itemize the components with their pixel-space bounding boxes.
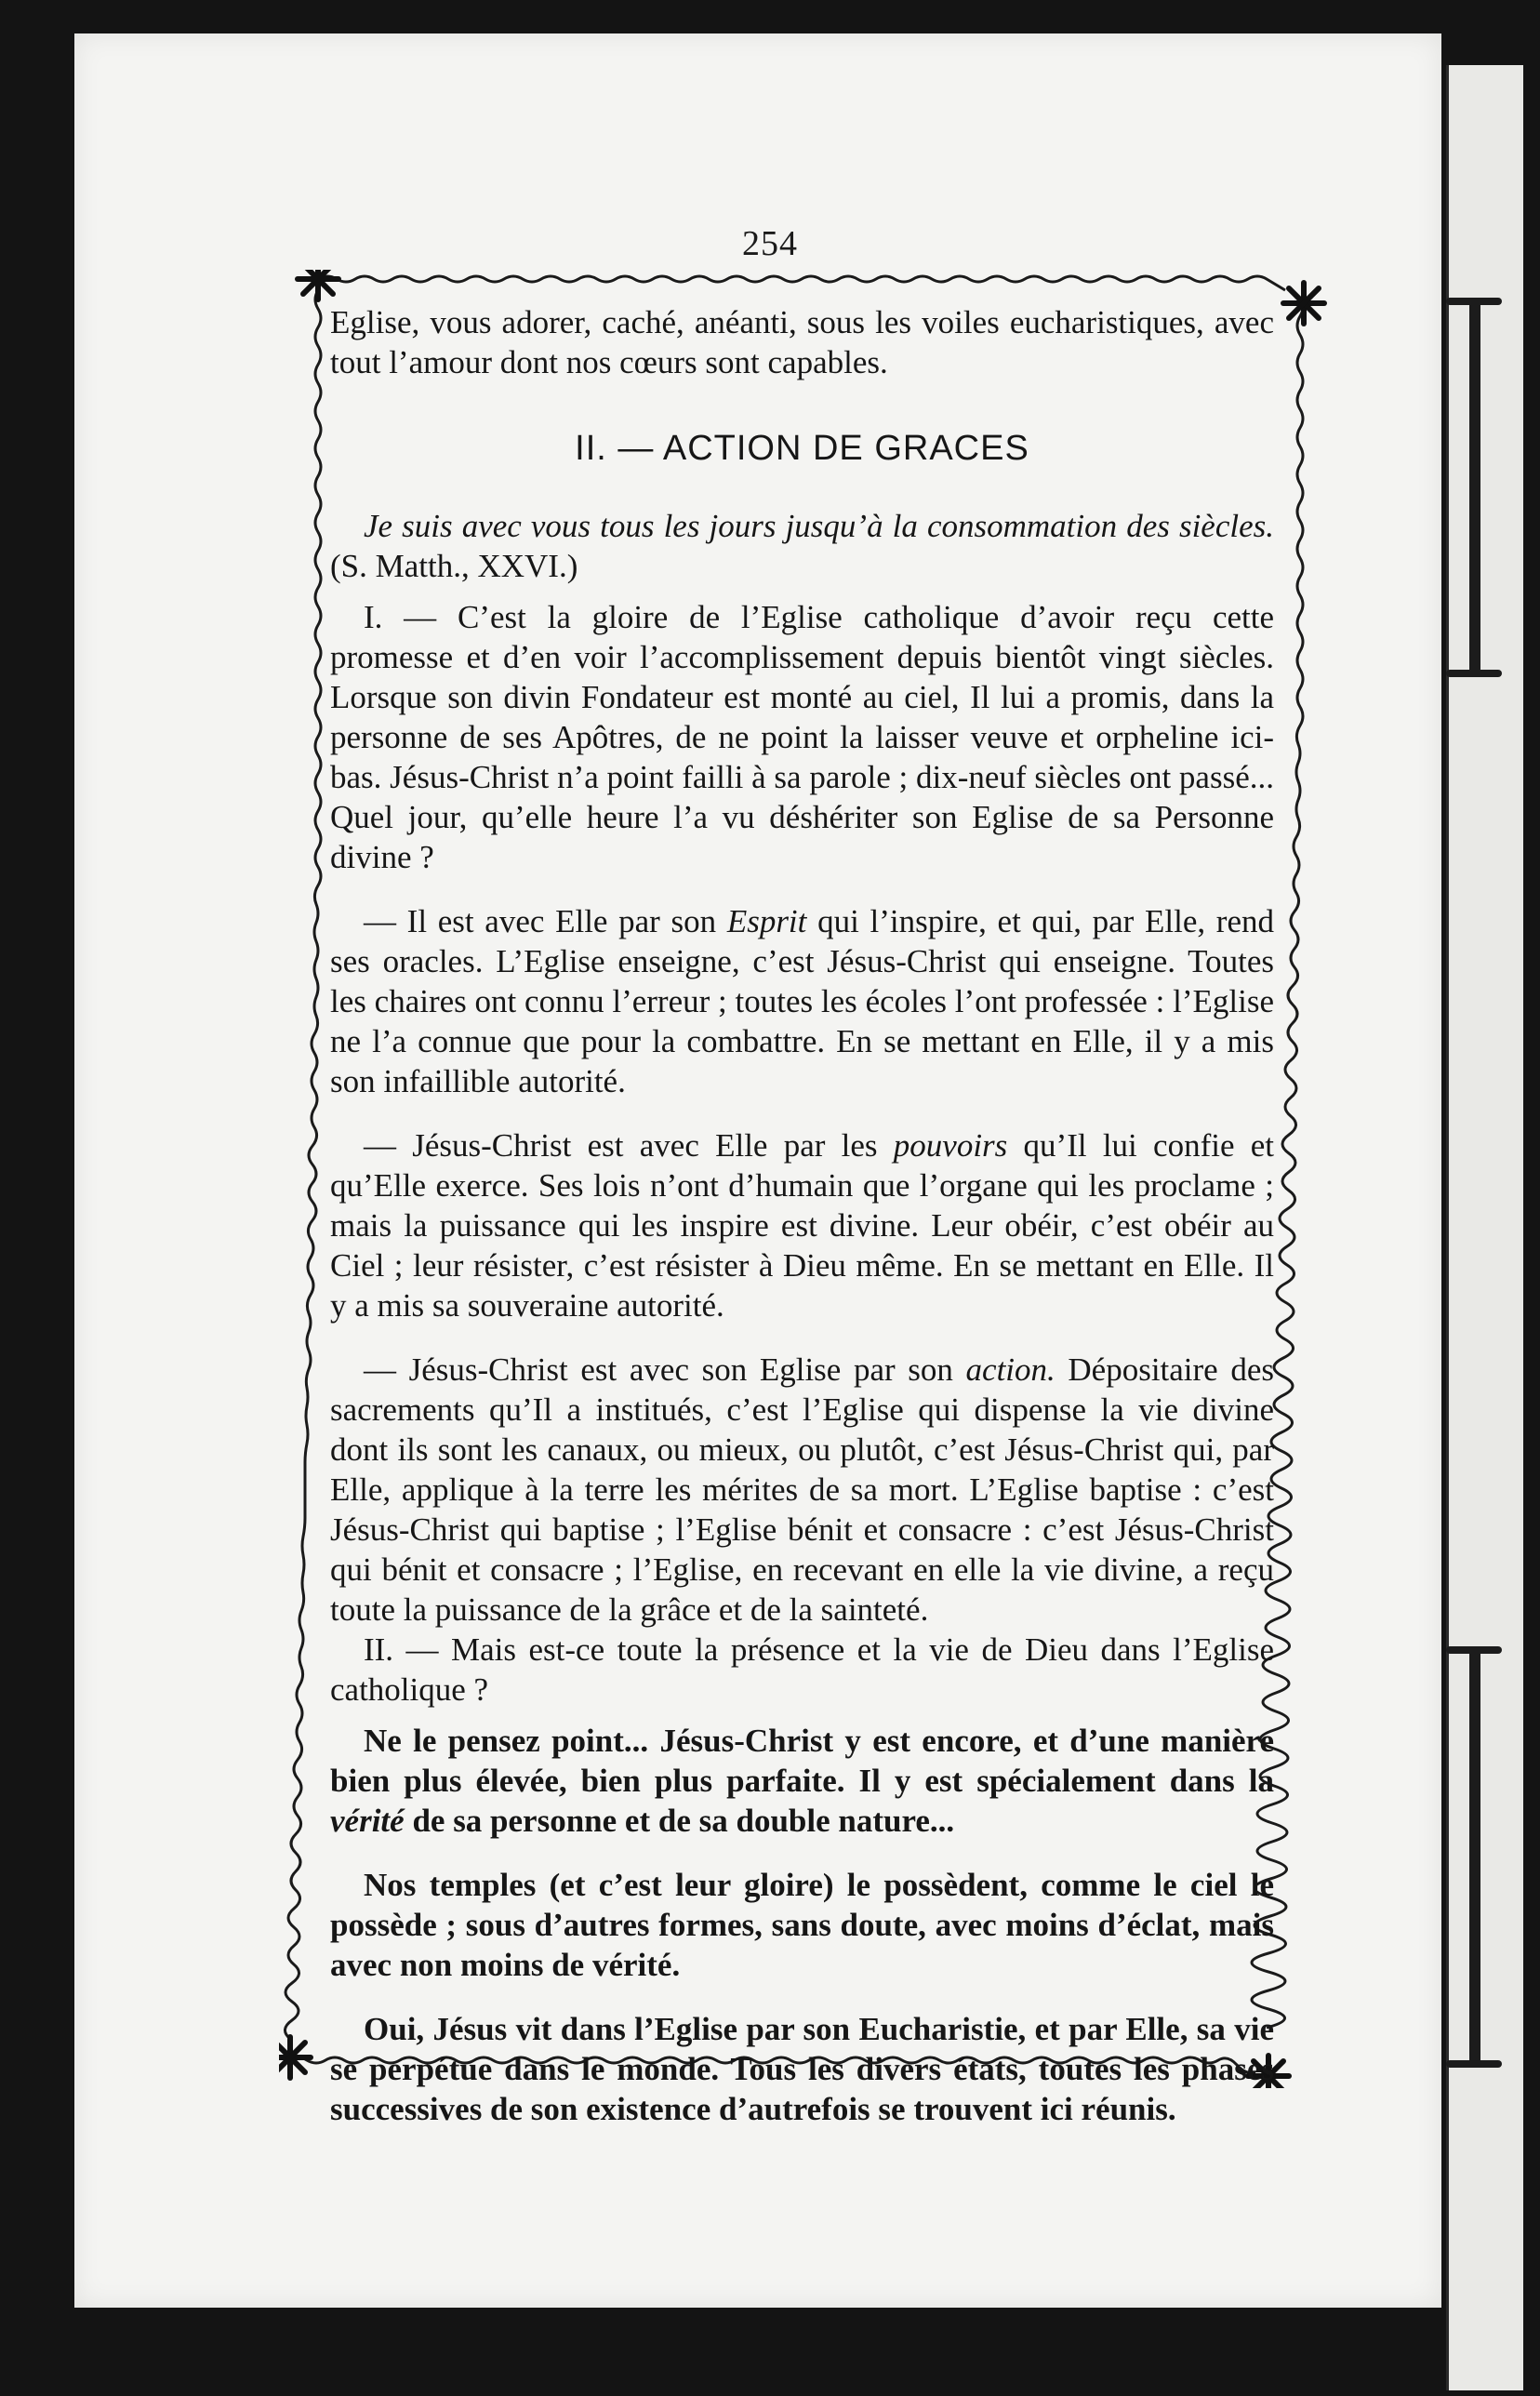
text-run: — Jésus-Christ est avec son Eglise par son bbox=[364, 1351, 966, 1388]
text-run: de sa personne et de sa double nature... bbox=[404, 1803, 955, 1839]
text-run: Dépositaire des sacrements qu’Il a institués, c’est l’Eglise qui dispense la vie divine dont ils sont les canaux, ou mieux, ou plutôt, c’est Jésus-Christ qui, par Elle, applique à la terre les mérites de sa mort. L’Eglise baptise : c’est Jésus-Christ qui baptise ; l’Eglise bénit et consacre : c’est Jésus-Christ qui bénit et consacre ; l’Eglise, en recevant en elle la vie divine, a reçu toute la puissance de la grâce et de la sainteté. bbox=[330, 1351, 1274, 1628]
paragraph-bold: Nos temples (et c’est leur gloire) le possèdent, comme le ciel le possède ; sous d’autres formes, sans doute, avec moins d’éclat, mais avec non moins de vérité. bbox=[330, 1867, 1274, 1983]
left-wavy-border bbox=[285, 290, 321, 2039]
binding-clip bbox=[1446, 670, 1502, 677]
epigraph bbox=[330, 506, 1274, 586]
binding-thread-lower bbox=[1469, 1646, 1480, 2065]
paragraph bbox=[330, 1350, 1274, 1630]
binding-clip bbox=[1446, 2060, 1502, 2068]
emphasis: Esprit bbox=[726, 903, 807, 939]
paragraph: II. — Mais est-ce toute la présence et la vie de Dieu dans l’Eglise catholique ? bbox=[330, 1631, 1274, 1708]
binding-clip bbox=[1446, 1646, 1502, 1654]
top-wavy-border bbox=[318, 276, 1285, 290]
paragraph bbox=[330, 901, 1274, 1101]
paragraph: I. — C’est la gloire de l’Eglise catholique d’avoir reçu cette promesse et d’en voir l’accomplissement depuis bientôt vingt siècles. Lorsque son divin Fondateur est monté au ciel, Il lui a promis, dans la personne de ses Apôtres, de ne point la laisser veuve et orpheline ici-bas. Jésus-Christ n’a point failli à sa parole ; dix-neuf siècles ont passé... Quel jour, qu’elle heure l’a vu déshériter son Eglise de sa Personne divine ? bbox=[330, 599, 1274, 875]
paragraph-continuation: Eglise, vous adorer, caché, anéanti, sous les voiles eucharistiques, avec tout l’amour dont nos cœurs sont capables. bbox=[330, 304, 1274, 380]
page-number: 254 bbox=[742, 224, 798, 263]
paragraph-bold: Oui, Jésus vit dans l’Eglise par son Eucharistie, et par Elle, sa vie se perpétue dans le monde. Tous les divers états, toutes les phases successives de son existence d’autrefois se trouvent ici réunis. bbox=[330, 2011, 1274, 2127]
text-run: qui l’inspire, et qui, par Elle, rend ses oracles. L’Eglise enseigne, c’est Jésus-Christ qui enseigne. Toutes les chaires ont connu l’erreur ; toutes les écoles l’ont professée : l’Eglise ne l’a connue que pour la combattre. En se mettant en Elle, il y a mis son infaillible autorité. bbox=[330, 903, 1274, 1099]
corner-ornament-bottom-left bbox=[279, 2037, 311, 2078]
text-run: — Il est avec Elle par son bbox=[364, 903, 727, 939]
corner-ornament-top-right bbox=[1283, 283, 1324, 324]
paragraph bbox=[330, 1125, 1274, 1325]
page-text bbox=[330, 302, 1274, 2129]
emphasis: action. bbox=[965, 1351, 1055, 1388]
paragraph-bold bbox=[330, 1721, 1274, 1841]
binding-thread-upper bbox=[1469, 298, 1480, 670]
adjacent-page-edge bbox=[1446, 65, 1523, 2390]
epigraph-reference: (S. Matth., XXVI.) bbox=[330, 548, 578, 584]
corner-ornament-top-left bbox=[298, 270, 339, 300]
text-run: Ne le pensez point... Jésus-Christ y est encore, et d’une manière bien plus élevée, bien plus parfaite. Il y est spécialement dans la bbox=[330, 1723, 1274, 1799]
emphasis: pouvoirs bbox=[893, 1127, 1008, 1164]
section-heading: II. — ACTION DE GRACES bbox=[575, 429, 1029, 468]
text-run: qu’Il lui confie et qu’Elle exerce. Ses lois n’ont d’humain que l’organe qui les proclame ; mais la puissance qui les inspire est divine. Leur obéir, c’est obéir au Ciel ; leur résister, c’est résister à Dieu même. En se mettant en Elle. Il y a mis sa souveraine autorité. bbox=[330, 1127, 1274, 1324]
emphasis: vérité bbox=[330, 1803, 405, 1839]
text-run: — Jésus-Christ est avec Elle par les bbox=[364, 1127, 894, 1164]
epigraph-quote: Je suis avec vous tous les jours jusqu’à la consommation des siècles. bbox=[364, 508, 1274, 544]
binding-clip bbox=[1446, 298, 1502, 305]
